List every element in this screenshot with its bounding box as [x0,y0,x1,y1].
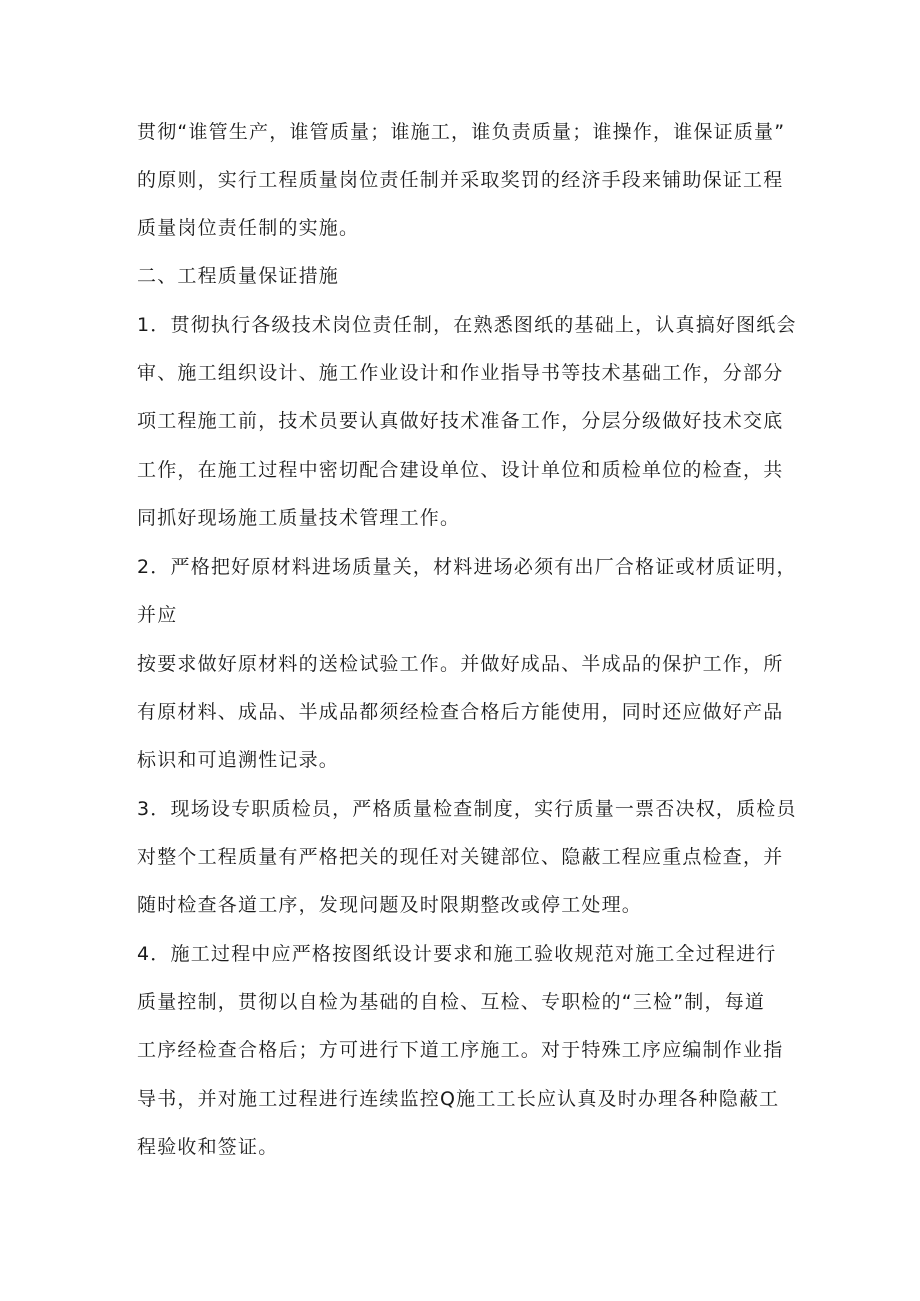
text-line: 质量岗位责任制的实施。 [137,217,360,239]
text-line: 审、施工组织设计、施工作业设计和作业指导书等技术基础工作，分部分 [137,362,784,384]
text-line: 4．施工过程中应严格按图纸设计要求和施工验收规范对施工全过程进行 [137,943,777,965]
text-line: 工作，在施工过程中密切配合建设单位、设计单位和质检单位的检查，共 [137,459,784,481]
text-line: 对整个工程质量有严格把关的现任对关键部位、隐蔽工程应重点检查，并 [137,846,784,868]
text-line: 按要求做好原材料的送检试验工作。并做好成品、半成品的保护工作，所 [137,653,784,675]
text-line: 项工程施工前，技术员要认真做好技术准备工作，分层分级做好技术交底 [137,410,784,432]
text-line: 随时检查各道工序，发现问题及时限期整改或停工处理。 [137,894,643,916]
text-line: 并应 [137,604,178,626]
text-line: 标识和可追溯性记录。 [137,749,340,771]
text-line: 贯彻“谁管生产，谁管质量；谁施工，谁负责质量；谁操作，谁保证质量” [137,121,786,143]
text-line: 3．现场设专职质检员，严格质量检查制度，实行质量一票否决权，质检员 [137,798,797,820]
text-line: 导书，并对施工过程进行连续监控Q施工工长应认真及时办理各种隐蔽工 [137,1088,780,1110]
section-heading: 二、工程质量保证措施 [137,265,340,287]
text-line: 程验收和签证。 [137,1136,279,1158]
text-line: 2．严格把好原材料进场质量关，材料进场必须有出厂合格证或材质证明， [137,556,797,578]
text-line: 同抓好现场施工质量技术管理工作。 [137,507,461,529]
text-line: 工序经检查合格后；方可进行下道工序施工。对于特殊工序应编制作业指 [137,1039,784,1061]
text-line: 质量控制，贯彻以自检为基础的自检、互检、专职检的“三检”制，每道 [137,991,766,1013]
text-line: 1．贯彻执行各级技术岗位责任制，在熟悉图纸的基础上，认真搞好图纸会 [137,314,797,336]
text-line: 的原则，实行工程质量岗位责任制并采取奖罚的经济手段来铺助保证工程 [137,169,784,191]
text-line: 有原材料、成品、半成品都须经检查合格后方能使用，同时还应做好产品 [137,701,784,723]
